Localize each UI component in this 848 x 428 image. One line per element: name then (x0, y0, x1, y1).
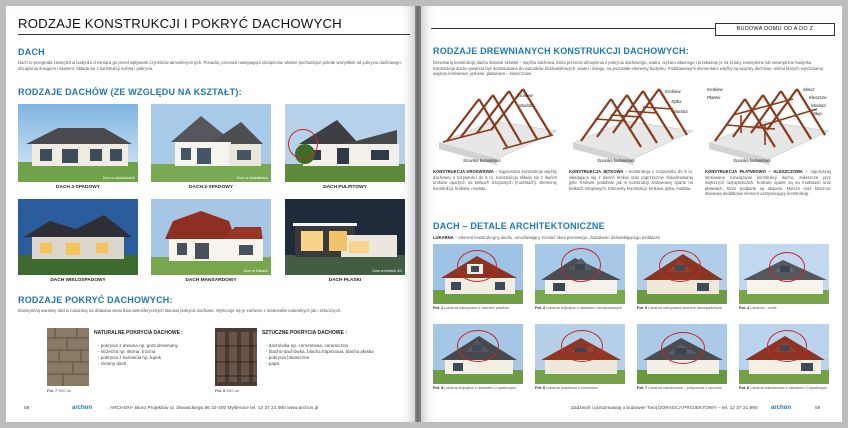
lukarna-photo-6 (535, 324, 625, 384)
diagram-label: Jętka (671, 99, 682, 104)
diagram-label: Płatew (707, 95, 721, 100)
highlight-circle (457, 330, 499, 362)
highlight-circle (561, 330, 603, 362)
left-page (6, 6, 415, 422)
list-item: - pokrycia bitumiczne (266, 355, 310, 360)
roof-photo-watermark: Dom w fiołkach (243, 269, 268, 273)
coverings-text: Zewnętrzną warstwę dachu narażoną na działania warunków atmosferycznych stanowi pokrycie dachowe. Wykonuje się je zarówno z materiałów naturalnych jak i sztucznych. (18, 308, 342, 313)
highlight-circle (288, 129, 318, 159)
lukarna-photo-5 (433, 324, 523, 384)
diagram-label: Kleszcze (809, 95, 827, 100)
list-item: - papa (266, 361, 280, 366)
desc-krokwiowa: KONSTRUKCJA KROKWIOWA – najprostsza konstrukcja więźby dachowej o rozpiętości do 6 m. Konstrukcja składa się z dwóch krokiew opartych na belkach stropowych (murłatach). Elementy konstrukcji: krokiew, murłata. (433, 169, 558, 191)
diagram-label: Krokiew (707, 87, 723, 92)
fig-caption-7: Fot. 7 SXC.hu (47, 389, 72, 393)
coverings-heading: RODZAJE POKRYĆ DACHOWYCH: (18, 295, 173, 305)
diagram-label: Ścianka kolankowa (733, 158, 771, 163)
highlight-circle (769, 252, 805, 282)
artificial-title: SZTUCZNE POKRYCIA DACHOWE : (262, 330, 347, 336)
photo-caption-8: Fot. 8 Lukarna nawiewowa z daszkiem 2-spadowym (739, 386, 828, 390)
highlight-circle (767, 330, 807, 362)
lukarna-photo-7 (637, 324, 727, 384)
diagram-label: Słup (813, 111, 822, 116)
photo-caption-5: Fot. 5 Lukarna trójkątna z daszkiem 2-spadowym (433, 386, 517, 390)
diagram-krokwiowa (433, 85, 561, 167)
shapes-heading: RODZAJE DACHÓW (ZE WZGLĘDU NA KSZTAŁT): (18, 87, 242, 97)
roof-label: DACH MANSARDOWY (185, 278, 237, 283)
archon-logo: archon (771, 405, 792, 411)
diagram-label: Murłata (673, 109, 688, 114)
title-divider (18, 34, 410, 35)
roof-photo-mansardowy (151, 199, 271, 275)
list-item: - pokrycia z kamienia np. łupek (98, 355, 162, 360)
lukarna-photo-2 (535, 244, 625, 304)
roof-photo-wielospadowy (18, 199, 138, 275)
roof-label: DACH 2-SPADOWY (189, 185, 233, 190)
roof-photo-2-spadowy (151, 104, 271, 182)
lukarna-photo-3 (637, 244, 727, 304)
diagram-label: Krokiew (517, 93, 533, 98)
list-item: - zielony dach (98, 361, 127, 366)
right-page (421, 6, 842, 422)
natural-list (98, 343, 178, 367)
desc-jetkowa: KONSTRUKCJA JĘTKOWA – konstrukcja o rozpiętości do 9 m, składająca się z dwóch krokwi oraz poprzecznie zlokalizowanej jętki. Krokwie podobnie jak w konstrukcji krokwiowej oparte na belkach stropowych. Elementy konstrukcji: krokiew, jętka, murłata. (569, 169, 693, 191)
diagram-platwiowo-kleszczowa (705, 85, 833, 167)
roof-photo-watermark: Dom w skalniakach (237, 176, 268, 180)
highlight-circle (457, 250, 497, 282)
header-tab: BUDOWA DOMU OD A DO Z (715, 23, 835, 36)
lukarna-photo-8 (739, 324, 829, 384)
natural-title: NATURALNE POKRYCIA DACHOWE : (94, 330, 183, 336)
highlight-circle (661, 332, 705, 364)
roof-label: DACH WIELOSPADOWY (50, 278, 106, 283)
diagram-label: Ścianka kolankowa (463, 158, 501, 163)
fig-caption-8: Fot. 8 SXC.hu (215, 389, 240, 393)
footer-text: Zadzwoń i porozmawiaj o budowie! Twój DORADCA PROJEKTOWY – tel. 12 37 21 990 (571, 406, 758, 411)
roof-label: DACH 4-SPADOWY (56, 185, 100, 190)
roof-photo-4-spadowy (18, 104, 138, 182)
desc-platwiowa: KONSTRUKCJA PŁATWIOWO – KLESZCZOWA – najczęściej stosowane rozwiązanie konstrukcji dachu, zwłaszcza przy większych rozpiętościach. Krokwie oparte są na murłatach oraz płatwiach, które podparte są słupami. Miecze oraz kleszcze stanowią dodatkowo element usztywniający konstrukcję. (705, 169, 831, 197)
list-item: - strzecha np. słoma, trzcina (98, 349, 156, 354)
diagram-label: Miecz (803, 87, 815, 92)
roof-photo-watermark: Dom w mirtach 2G (372, 269, 402, 273)
dach-heading: DACH (18, 47, 45, 57)
diagram-jetkowa (569, 85, 697, 167)
diagram-label: Murłata (811, 103, 826, 108)
wood-heading: RODZAJE DREWNIANYCH KONSTRUKCJI DACHOWYCH: (433, 46, 689, 56)
roof-photo-watermark: Dom w rukwiankach (102, 176, 135, 180)
list-item: - pokrycia z drewna np. gont drewniany (98, 343, 178, 348)
metal-roof-photo (215, 328, 257, 386)
roof-photo-pulpitowy (285, 104, 405, 182)
dach-text: Dach to przegroda zewnętrzna budynku chroniąca go przed wpływami czynników atmosferycznych. Ponadto, przenosi następujące obciążenia: własne pochodzące przede wszystkim od pokrycia dachowego, obciążenia śniegiem i wiatrem. Składa się z konstrukcji nośnej i pokrycia. (18, 60, 402, 71)
diagram-label: Krokiew (665, 89, 681, 94)
artificial-list (266, 343, 374, 367)
photo-caption-2: Fot. 2 Lukarna trójkątna z daszkiem dwuspadowym (535, 306, 622, 310)
diagram-label: Ścianka kolankowa (597, 158, 635, 163)
highlight-circle (561, 248, 601, 282)
photo-caption-4: Fot. 4 Lukarna – wolle (739, 306, 777, 310)
roof-label: DACH PŁASKI (328, 278, 362, 283)
wood-text: Drewnianą konstrukcję dachu stanowi szkielet – więźba dachowa, która przenosi obciążenia z pokrycia dachowego, wiatru, ciężaru własnego i przekazuje je na ściany zewnętrzne lub wewnętrzne budynku. Konstrukcja dachu powinna być dostosowana do warunków środowiskowych: wiatru i śniegu, na pozostałe elementy budynku. Podstawowymi elementami więźby są wiązary dachowe, wśród których wyróżniamy: wiązary krokwiowe, jętkowe, płatwiowo – kleszczowe. (433, 60, 825, 77)
lukarna-text: LUKARNA – element konstrukcyjny dachu, umożliwiający montaż okna pionowego, dodatkowo doświetlającego poddasze. (433, 235, 662, 240)
page-number: 59 (815, 406, 821, 411)
lukarna-photo-1 (433, 244, 523, 304)
roof-photo-plaski (285, 199, 405, 275)
page-number: 58 (24, 406, 30, 411)
page-title: RODZAJE KONSTRUKCJI I POKRYĆ DACHOWYCH (18, 16, 342, 31)
list-item: - blacho-dachówka, blacha trapezowa, blacha płaska (266, 349, 374, 354)
list-item: - dachówka np. cementowa, ceramiczna (266, 343, 348, 348)
lukarna-photo-4 (739, 244, 829, 304)
wood-shingle-photo (47, 328, 89, 386)
footer-text: ARCHON+ Biuro Projektów ul. Słowackiego 86 32-400 Myślenice tel. 12 37 21 900 www.archon.pl (110, 406, 319, 411)
archon-logo: archon (72, 405, 93, 411)
details-heading: DACH – DETALE ARCHITEKTONICZNE (433, 221, 605, 231)
photo-caption-1: Fot. 1 Lukarna nakrywana z dachem płaskim (433, 306, 509, 310)
photo-caption-7: Fot. 7 Lukarna nawiewowa – połączona z rynnami (637, 386, 722, 390)
roof-label: DACH PULPITOWY (323, 185, 367, 190)
photo-caption-3: Fot. 3 Lukarna nakrywana dachem dwuspadowym (637, 306, 723, 310)
photo-caption-6: Fot. 6 Lukarna pulpitowa z kolankiem (535, 386, 599, 390)
diagram-label: Murłata (519, 103, 534, 108)
highlight-circle (659, 250, 701, 282)
